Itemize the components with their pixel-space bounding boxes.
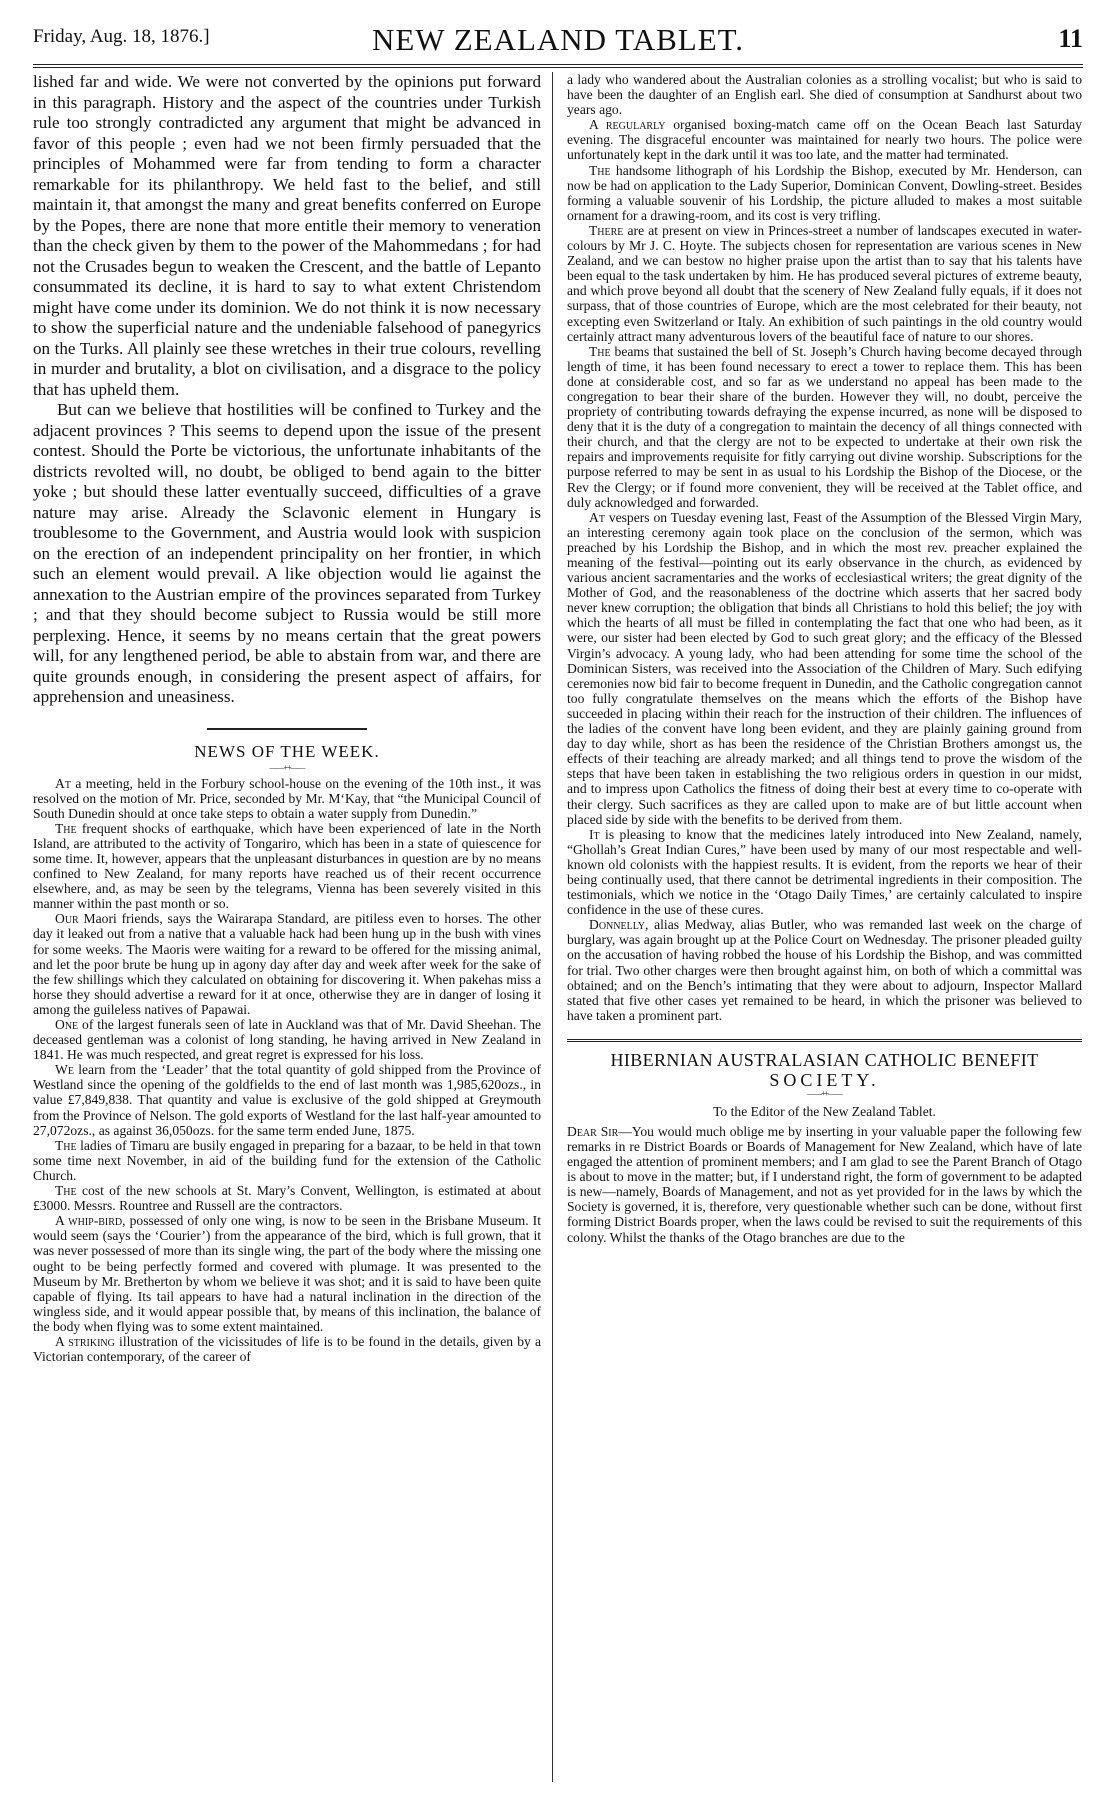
issue-date: Friday, Aug. 18, 1876.] (33, 26, 210, 47)
masthead-title: NEW ZEALAND TABLET. (371, 22, 745, 57)
news-item: One of the largest funerals seen of late in Auckland was that of Mr. David Sheehan. The deceased gentleman was a colonist of long standing, he having arrived in New Zealand in 1841. He was much respected, and great regret is expressed for his loss. (33, 1017, 541, 1063)
right-column (567, 72, 1082, 1784)
news-item: At vespers on Tuesday evening last, Feast of the Assumption of the Blessed Virgin Mary, an interesting ceremony again took place on the conclusion of the sermon, which was preached by his Lordship the Bishop, and in which the most rev. preacher explained the meaning of the festival—pointing out its early observance in the church, as evidenced by various ancient sacramentaries and the works of ecclesiastical writers; the great dignity of the Mother of God, and the reasonableness of the doctrine which asserts that her sacred body never knew corruption; the obligation that binds all Christians to hold this belief; the joy with which the hearts of all must be filled in contemplating the fact that one who had been, as it were, our sister had been elected by God to such great glory; and the efficacy of the Blessed Virgin’s advocacy. A young lady, who had been attending for some time the school of the Dominican Sisters, was received into the Association of the Children of Mary. Such edifying ceremonies now bid fair to become frequent in Dunedin, and the Catholic congregation cannot too fully congratulate themselves on the means which the efforts of the Bishop have succeeded in placing within their reach for the instruction of their children. The influences of the ladies of the convent have long been evident, and they are plainly gaining ground from day to day while, short as has been the residence of the Christian Brothers amongst us, the effects of their teaching are already marked; and all things tend to prove the wisdom of the steps that have been taken in establishing the two religious orders in question in our midst, and to impress upon Catholics the fitness of doing their best at every time to co-operate with their clergy. Such sacrifices as they are called upon to make are of but little account when placed side by side with the benefits to be derived from them. (567, 509, 1082, 827)
letter-to-editor (567, 1124, 1082, 1245)
news-item: A regularly organised boxing-match came off on the Ocean Beach last Saturday evening. The disgraceful encounter was maintained for nearly two hours. The police were unfortunately kept in the dark until it was too late, and the matter had terminated. (567, 117, 1082, 163)
news-of-the-week-heading: NEWS OF THE WEEK. (194, 741, 380, 761)
news-item: a lady who wandered about the Australian colonies as a strolling vocalist; but who is said to have been the daughter of an English earl. She died of consumption at Sandhurst about two years ago. (567, 72, 1082, 118)
news-items-continued (567, 72, 1082, 1023)
page-header (33, 22, 1083, 62)
letter-address: To the Editor of the New Zealand Tablet. (713, 1103, 936, 1119)
news-item: It is pleasing to know that the medicines lately introduced into New Zealand, namely, “Ghollah’s Great Indian Cures,” have been used by many of our most respectable and well-known old colonists with the happiest results. It is evident, from the reports we hear of their being continually used, that there cannot be detrimental ingredients in their composition. The testimonials, which we notice in the ‘Otago Daily Times,’ are certainly calculated to inspire confidence in the use of these cures. (567, 826, 1082, 918)
letter-body: Dear Sir—You would much oblige me by inserting in your valuable paper the following few remarks in re District Boards or Boards of Management for New Zealand, which have of late engaged the attention of prominent members; and I am glad to see the Parent Branch of Otago is about to move in the matter; but, if I understand right, the form of government to be adapted is new—namely, Boards of Management, and not as yet provided for in the laws by which the Society is governed, it is, therefore, very questionable whether such can be done, without first forming District Boards proper, when the laws could be revised to suit the requirements of this colony. Whilst the thanks of the Otago branches are due to the (567, 1123, 1082, 1245)
editorial-paragraph: lished far and wide. We were not converted by the opinions put forward in this paragraph. History and the aspect of the countries under Turkish rule too strongly contradicted any argument that might be advanced in favor of this people ; even had we not been firmly persuaded that the principles of Mohammed were far from tending to form a character remarkable for its philanthropy. We held fast to the belief, and still maintain it, that amongst the many and great benefits conferred on Europe by the Popes, there are none that more entitle their memory to veneration than the check given by them to the power of the Mahommedans ; for had not the Crusades begun to weaken the Crescent, and the battle of Lepanto consummated its decline, it is hard to say to what extent Christendom might have come under its dominion. We do not think it is now necessary to show the superficial nature and the undeniable falsehood of panegyrics on the Turks. All plainly see these wretches in their true colours, revelling in murder and brutality, a blot on civilisation, and a disgrace to the policy that has upheld them. (33, 72, 541, 399)
section-double-rule (567, 1039, 1082, 1042)
hibernian-heading: HIBERNIAN AUSTRALASIAN CATHOLIC BENEFIT (610, 1049, 1039, 1070)
ornament-divider: ——++—— (806, 1088, 843, 1098)
news-item: The frequent shocks of earthquake, which have been experienced of late in the North Island, are attributed to the activity of Tongariro, which has been in a state of quiescence for some time. It, however, appears that the unpleasant disturbances in question are by no means confined to New Zealand, for many reports have reached us of their recent occurrence elsewhere, and, as may be seen by the telegrams, Vienna has been severely visited in this manner within the past month or so. (33, 820, 541, 912)
news-item: Donnelly, alias Medway, alias Butler, who was remanded last week on the charge of burglary, was again brought up at the Police Court on Wednesday. The prisoner pleaded guilty on the accusation of having robbed the house of his Lordship the Bishop, and was committed for trial. Two other charges were then brought against him, on both of which a committal was obtained; and on the Bench’s intimating that they were about to adjourn, Inspector Mallard stated that five other cases yet remained to be heard, in which the prisoner was believed to have taken a prominent part. (567, 917, 1082, 1023)
page-number: 11 (1058, 24, 1083, 53)
ornament-divider: ——++—— (269, 762, 305, 772)
column-divider (552, 72, 553, 1782)
news-item: The cost of the new schools at St. Mary’s Convent, Wellington, is estimated at about £3000. Messrs. Rountree and Russell are the contractors. (33, 1183, 541, 1214)
news-items (33, 776, 541, 1365)
news-item: We learn from the ‘Leader’ that the total quantity of gold shipped from the Province of Westland since the opening of the goldfields to the end of last month was 1,985,620ozs., in value £7,849,838. That quantity and value is exclusive of the gold shipped at Greymouth from the Province of Nelson. The gold exports of Westland for the last half-year amounted to 27,072ozs., as against 36,050ozs. for the same term ended June, 1875. (33, 1062, 541, 1138)
news-item: The beams that sustained the bell of St. Joseph’s Church having become decayed through length of time, it has been found necessary to erect a tower to replace them. This has been done at considerable cost, and so far as we understand no appeal has been made to the congregation to bear their share of the burden. However they will, no doubt, perceive the propriety of contributing towards defraying the expense incurred, as none will be disposed to deny that it is the duty of a congregation to maintain the decency of all things connected with their church, and that the clergy are not to be expected to undertake at their own risk the repairs and improvements requisite for fitly carrying out divine worship. Subscriptions for the purpose referred to may be sent in as usual to his Lordship the Bishop of the Diocese, or the Rev the Clergy; or if found more convenient, they will be received at the Tablet office, and duly acknowledged and forwarded. (567, 343, 1082, 510)
news-item: At a meeting, held in the Forbury school-house on the evening of the 10th inst., it was resolved on the motion of Mr. Price, seconded by Mr. M‘Kay, that “the Municipal Council of South Dunedin should at once take steps to obtain a water supply from Dunedin.” (33, 775, 541, 821)
header-rule (33, 64, 1083, 68)
news-item: The handsome lithograph of his Lordship the Bishop, executed by Mr. Henderson, can now be had on application to the Lady Superior, Dominican Convent, Dowling-street. Besides forming a valuable souvenir of his Lordship, the picture alluded to makes a most suitable ornament for a drawing-room, and its cost is very trifling. (567, 162, 1082, 223)
editorial-paragraph: But can we believe that hostilities will be confined to Turkey and the adjacent provinces ? This seems to depend upon the issue of the present contest. Should the Porte be victorious, the unfortunate inhabitants of the districts revolted will, no doubt, be obliged to bend again to the bitter yoke ; but should these latter eventually succeed, difficulties of a grave nature may arise. Already the Sclavonic element in Hungary is troublesome to the Government, and Austria would look with suspicion on the erection of an independent principality on her frontier, in which such an element would prevail. A like objection would lie against the annexation to the Austrian empire of the provinces separated from Turkey ; and that they should become subject to Russia would be still more perplexing. Hence, it seems by no means certain that the great powers will, for any lengthened period, be able to abstain from war, and there are quite grounds enough, in considering the present aspect of affairs, for apprehension and uneasiness. (33, 400, 541, 706)
left-column (33, 72, 541, 1784)
editorial-article (33, 72, 541, 708)
news-item: Our Maori friends, says the Wairarapa Standard, are pitiless even to horses. The other day it leaked out from a native that a valuable hack had been hung up in the bush with vines for some weeks. The Maoris were waiting for a reward to be offered for the missing animal, and let the poor brute be hung up in agony day after day and week after week for the sake of the few shillings which they calculated on obtaining for discovering it. When pakehas miss a horse they should advertise a reward for it at once, otherwise they are in danger of losing it among the guileless natives of Papawai. (33, 911, 541, 1017)
news-item: The ladies of Timaru are busily engaged in preparing for a bazaar, to be held in that town some time next November, in aid of the building fund for the extension of the Catholic Church. (33, 1137, 541, 1183)
news-item: A striking illustration of the vicissitudes of life is to be found in the details, given by a Victorian contemporary, of the career of (33, 1333, 541, 1365)
news-item: There are at present on view in Princes-street a number of landscapes executed in water-colours by Mr J. C. Hoyte. The subjects chosen for representation are various scenes in New Zealand, and we can bestow no higher praise upon the artist than to say that his talents have been equal to the task undertaken by him. He has produced several pictures of extreme beauty, and which prove beyond all doubt that the scenery of New Zealand fully equals, if it does not surpass, that of those countries of Europe, which are the most celebrated for their beauty, not excepting even Switzerland or Italy. An exhibition of such paintings in the old country would certainly attract many adventurous lovers of the beautiful face of nature to our shores. (567, 222, 1082, 344)
news-item: A whip-bird, possessed of only one wing, is now to be seen in the Brisbane Museum. It would seem (says the ‘Courier’) from the appearance of the bird, which is full grown, that it was never possessed of more than its single wing, the part of the body where the missing one ought to be being perfectly formed and covered with plumage. It was presented to the Museum by Mr. Bretherton by whom we believe it was shot; and it is said to have been quite capable of flying. Its tail appears to have had a natural inclination in the direction of the wingless side, and it would appear possible that, by means of this inclination, the balance of the body when flying was to some extent maintained. (33, 1213, 541, 1334)
hibernian-heading-society: SOCIETY. (769, 1069, 880, 1090)
section-divider (207, 728, 367, 730)
